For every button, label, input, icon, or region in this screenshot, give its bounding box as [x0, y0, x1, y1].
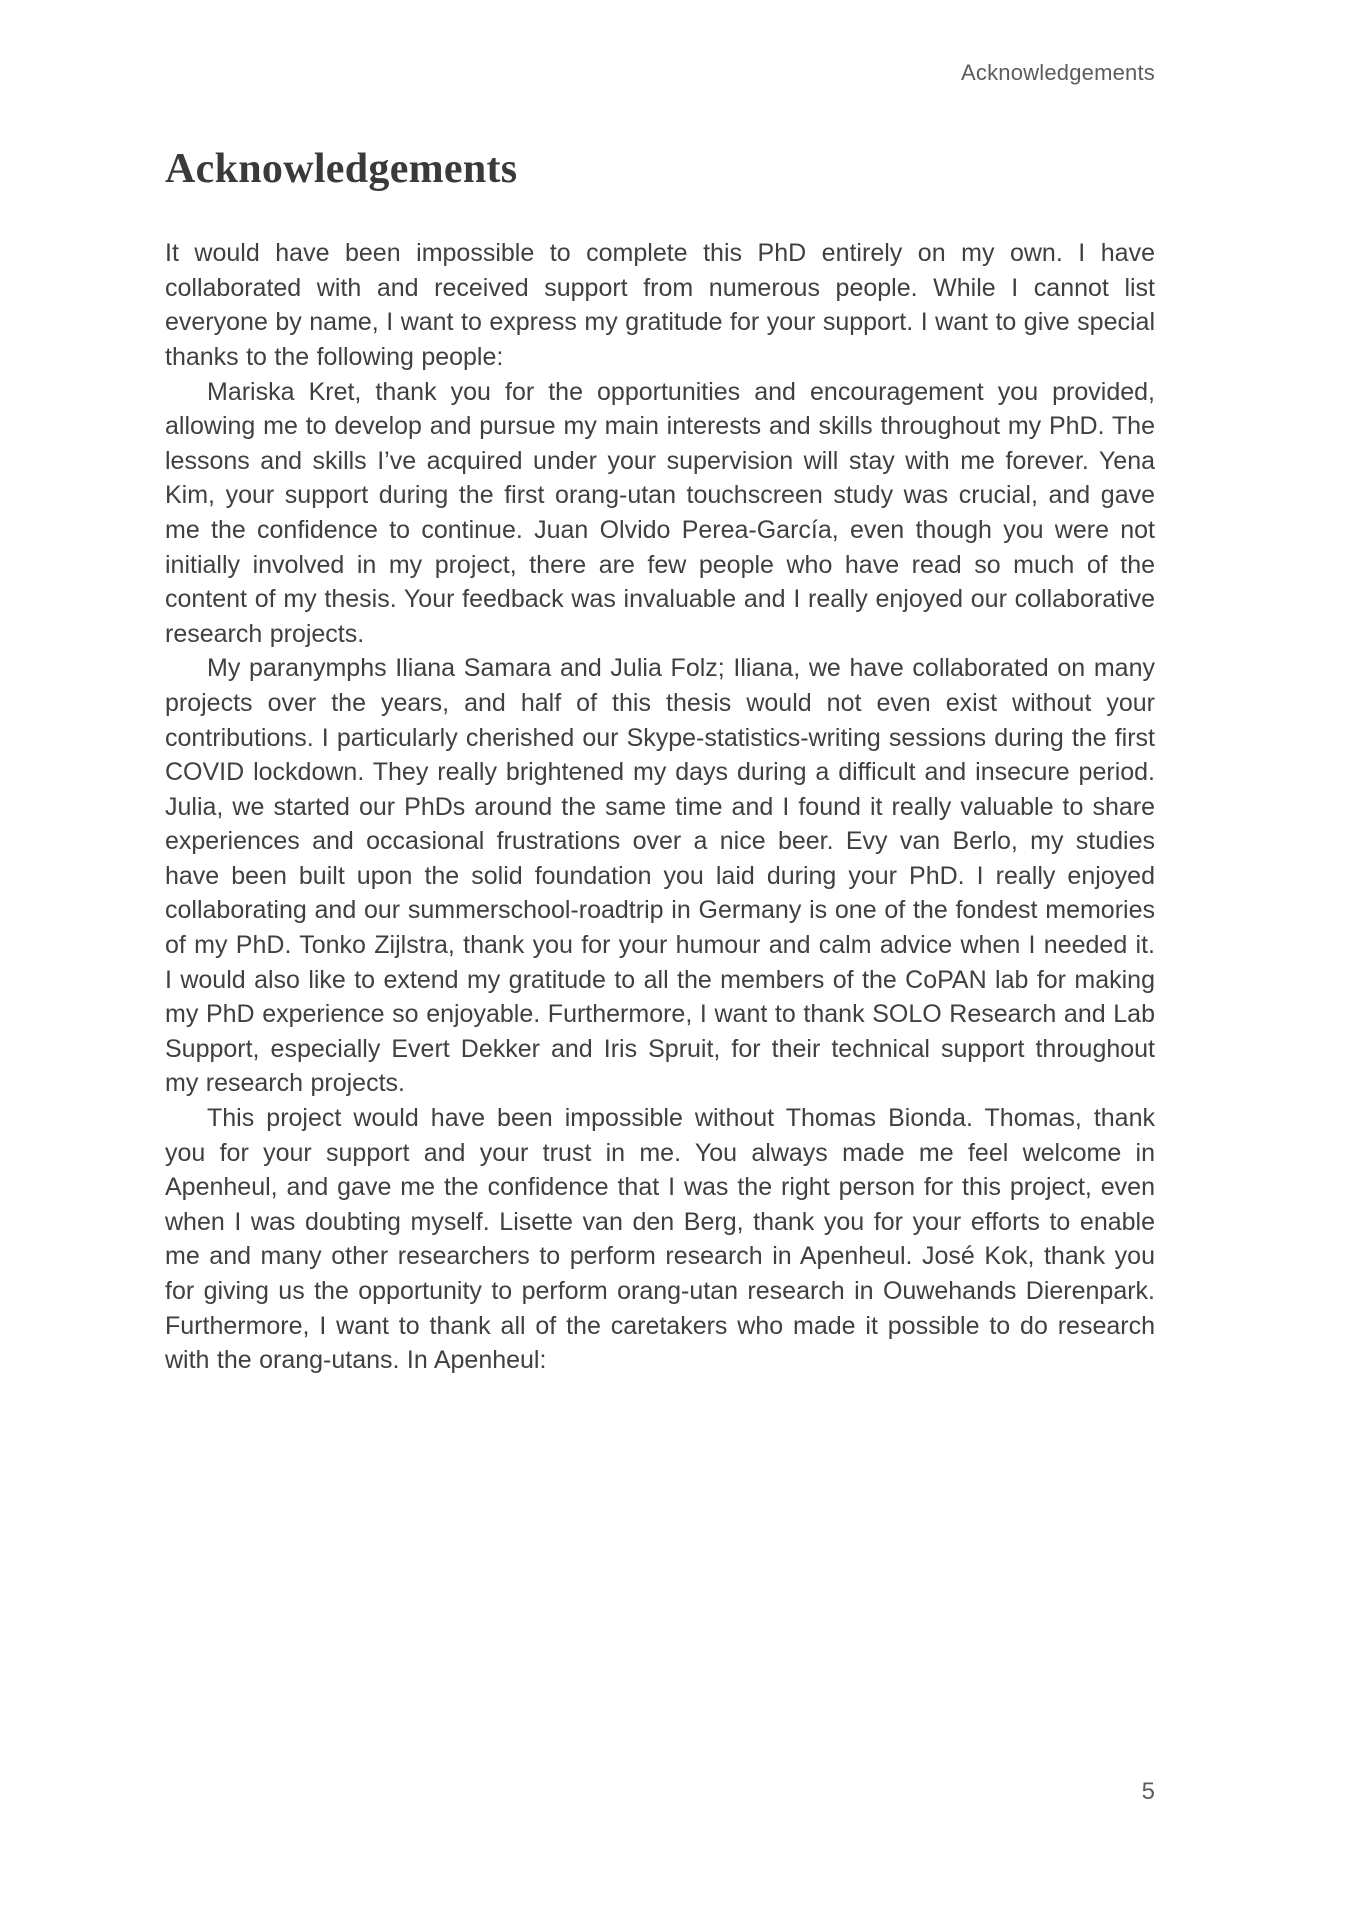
- page-number: 5: [1141, 1778, 1155, 1805]
- paragraph-intro: It would have been impossible to complete this PhD entirely on my own. I have collaborated with and received support from numerous people. While I cannot list everyone by name, I want to express my gratitude for your support. I want to give special thanks to the following people:: [165, 239, 1155, 371]
- paragraph-zoo-partners: This project would have been impossible without Thomas Bionda. Thomas, thank you for your support and your trust in me. You always made me feel welcome in Apenheul, and gave me the confidence that I was the right person for this project, even when I was doubting myself. Lisette van den Berg, thank you for your efforts to enable me and many other researchers to perform research in Apenheul. José Kok, thank you for giving us the opportunity to perform orang-utan research in Ouwehands Dierenpark. Furthermore, I want to thank all of the caretakers who made it possible to do research with the orang-utans. In Apenheul:: [165, 1104, 1155, 1375]
- page-title: Acknowledgements: [165, 146, 518, 192]
- paragraph-colleagues: My paranymphs Iliana Samara and Julia Folz; Iliana, we have collaborated on many projects over the years, and half of this thesis would not even exist without your contributions. I particularly cherished our Skype-statistics-writing sessions during the first COVID lockdown. They really brightened my days during a difficult and insecure period. Julia, we started our PhDs around the same time and I found it really valuable to share experiences and occasional frustrations over a nice beer. Evy van Berlo, my studies have been built upon the solid foundation you laid during your PhD. I really enjoyed collaborating and our summerschool-roadtrip in Germany is one of the fondest memories of my PhD. Tonko Zijlstra, thank you for your humour and calm advice when I needed it. I would also like to extend my gratitude to all the members of the CoPAN lab for making my PhD experience so enjoyable. Furthermore, I want to thank SOLO Research and Lab Support, especially Evert Dekker and Iris Spruit, for their technical support throughout my research projects.: [165, 654, 1155, 1098]
- body-text: [165, 236, 1155, 1378]
- running-header: Acknowledgements: [961, 60, 1155, 85]
- paragraph-supervisors: Mariska Kret, thank you for the opportunities and encouragement you provided, allowing me to develop and pursue my main interests and skills throughout my PhD. The lessons and skills I’ve acquired under your supervision will stay with me forever. Yena Kim, your support during the first orang-utan touchscreen study was crucial, and gave me the confidence to continue. Juan Olvido Perea-García, even though you were not initially involved in my project, there are few people who have read so much of the content of my thesis. Your feedback was invaluable and I really enjoyed our collaborative research projects.: [165, 377, 1155, 648]
- page-content: [165, 0, 1155, 1378]
